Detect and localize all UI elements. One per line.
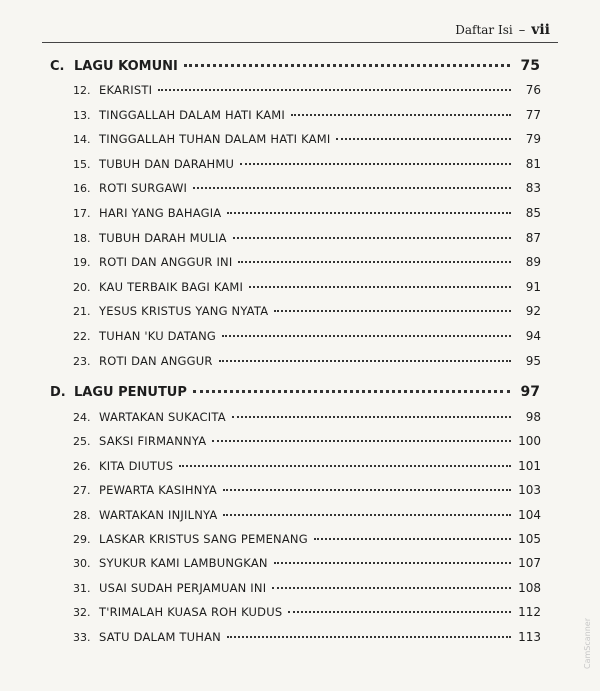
header-rule xyxy=(42,42,558,43)
entry-number: 29. xyxy=(73,533,91,546)
leader-dots xyxy=(238,261,511,263)
entry-page-number: 85 xyxy=(525,206,541,220)
leader-dots xyxy=(158,89,511,91)
entry-number: 31. xyxy=(73,581,91,595)
section-title: LAGU KOMUNI xyxy=(74,59,178,74)
leader-dots xyxy=(274,562,511,564)
toc-entry xyxy=(73,329,541,351)
entry-page-number: 112 xyxy=(518,605,541,620)
entry-number: 14. xyxy=(73,133,91,147)
toc-entry xyxy=(73,354,541,376)
toc-entry xyxy=(73,206,541,228)
section-title: LAGU PENUTUP xyxy=(74,385,187,400)
leader-dots xyxy=(274,310,511,312)
entry-page-number: 108 xyxy=(518,580,541,595)
entry-title: ROTI DAN ANGGUR INI xyxy=(99,255,233,270)
entry-page-number: 87 xyxy=(525,230,541,245)
entry-page-number: 92 xyxy=(525,304,541,319)
entry-number: 30. xyxy=(73,557,91,571)
entry-page-number: 98 xyxy=(525,410,541,424)
entry-number: 32. xyxy=(73,606,91,620)
entry-page-number: 81 xyxy=(525,156,541,171)
entry-title: SYUKUR KAMI LAMBUNGKAN xyxy=(99,556,268,571)
leader-dots xyxy=(233,237,511,239)
entry-number: 33. xyxy=(73,630,91,644)
entry-title: TUHAN 'KU DATANG xyxy=(99,329,217,343)
entry-number: 15. xyxy=(73,157,91,171)
toc-entry xyxy=(73,556,541,578)
entry-title: SAKSI FIRMANNYA xyxy=(99,434,207,449)
entry-page-number: 77 xyxy=(525,107,541,122)
toc-entry xyxy=(73,132,541,154)
leader-dots xyxy=(212,440,511,442)
toc-entry xyxy=(73,181,541,203)
toc-entry xyxy=(73,459,541,481)
entry-page-number: 103 xyxy=(518,483,541,498)
entry-number: 13. xyxy=(73,108,91,122)
entry-number: 21. xyxy=(73,305,91,319)
entry-number: 17. xyxy=(73,207,91,220)
section-letter: D. xyxy=(50,385,66,400)
header-title: Daftar Isi xyxy=(455,23,513,37)
header-separator: – xyxy=(518,23,526,38)
leader-dots xyxy=(288,611,511,613)
entry-page-number: 91 xyxy=(525,279,541,294)
leader-dots xyxy=(249,286,511,288)
leader-dots xyxy=(272,587,511,589)
entry-title: YESUS KRISTUS YANG NYATA xyxy=(99,304,269,319)
header-page-number: vii xyxy=(531,22,550,38)
toc-entry xyxy=(73,483,541,505)
entry-title: TINGGALLAH TUHAN DALAM HATI KAMI xyxy=(99,132,331,147)
entry-title: TUBUH DAN DARAHMU xyxy=(99,156,235,171)
toc-entry xyxy=(73,508,541,530)
leader-dots xyxy=(223,514,511,516)
entry-page-number: 104 xyxy=(518,507,541,522)
toc-entry xyxy=(73,410,541,432)
leader-dots xyxy=(336,138,511,140)
entry-number: 18. xyxy=(73,231,91,245)
entry-number: 19. xyxy=(73,256,91,270)
leader-dots xyxy=(193,187,511,189)
leader-dots xyxy=(227,212,511,214)
toc-entry xyxy=(73,231,541,253)
section-letter: C. xyxy=(50,59,65,74)
leader-dots xyxy=(193,390,510,393)
toc-entry xyxy=(73,532,541,554)
toc-entry xyxy=(73,255,541,277)
entry-page-number: 89 xyxy=(525,255,541,270)
entry-title: HARI YANG BAHAGIA xyxy=(99,206,222,220)
entry-page-number: 105 xyxy=(518,532,541,546)
entry-number: 24. xyxy=(73,411,91,424)
toc-entry xyxy=(73,434,541,456)
entry-page-number: 113 xyxy=(518,629,541,644)
leader-dots xyxy=(232,416,511,418)
entry-page-number: 83 xyxy=(525,181,541,196)
entry-title: PEWARTA KASIHNYA xyxy=(99,483,217,498)
leader-dots xyxy=(291,114,511,116)
scanner-watermark: CamScanner xyxy=(583,618,592,670)
entry-title: WARTAKAN INJILNYA xyxy=(99,507,218,522)
toc-entry xyxy=(73,83,541,105)
entry-number: 25. xyxy=(73,435,91,449)
running-header xyxy=(455,22,550,38)
entry-title: T'RIMALAH KUASA ROH KUDUS xyxy=(99,605,283,620)
entry-number: 12. xyxy=(73,84,91,97)
entry-title: LASKAR KRISTUS SANG PEMENANG xyxy=(99,532,308,546)
entry-number: 22. xyxy=(73,330,91,343)
entry-page-number: 107 xyxy=(518,556,541,571)
section-page-number: 75 xyxy=(520,58,540,74)
entry-number: 28. xyxy=(73,508,91,522)
toc-entry xyxy=(73,280,541,302)
entry-page-number: 95 xyxy=(525,353,541,368)
toc-entry xyxy=(73,581,541,603)
entry-number: 16. xyxy=(73,182,91,196)
entry-page-number: 100 xyxy=(518,434,541,449)
entry-page-number: 76 xyxy=(525,83,541,97)
toc-entry xyxy=(73,304,541,326)
entry-title: WARTAKAN SUKACITA xyxy=(99,410,226,424)
leader-dots xyxy=(179,465,511,467)
toc-entry xyxy=(73,157,541,179)
entry-title: ROTI SURGAWI xyxy=(99,181,188,196)
toc-entry xyxy=(73,630,541,652)
leader-dots xyxy=(184,64,510,67)
leader-dots xyxy=(314,538,511,540)
leader-dots xyxy=(223,489,511,491)
entry-title: TUBUH DARAH MULIA xyxy=(99,230,227,245)
entry-number: 20. xyxy=(73,280,91,294)
entry-page-number: 101 xyxy=(518,458,541,473)
leader-dots xyxy=(219,360,511,362)
entry-title: USAI SUDAH PERJAMUAN INI xyxy=(99,580,267,595)
toc-entry xyxy=(73,605,541,627)
entry-title: ROTI DAN ANGGUR xyxy=(99,353,213,368)
entry-page-number: 79 xyxy=(525,132,541,147)
entry-number: 27. xyxy=(73,484,91,498)
entry-title: KITA DIUTUS xyxy=(99,458,174,473)
leader-dots xyxy=(222,335,511,337)
entry-title: KAU TERBAIK BAGI KAMI xyxy=(99,279,244,294)
entry-number: 26. xyxy=(73,459,91,473)
section-page-number: 97 xyxy=(520,384,540,400)
toc-section xyxy=(50,384,540,406)
toc-section xyxy=(50,58,540,80)
entry-number: 23. xyxy=(73,354,91,368)
entry-title: SATU DALAM TUHAN xyxy=(99,629,221,644)
leader-dots xyxy=(240,163,511,165)
entry-page-number: 94 xyxy=(525,329,541,343)
leader-dots xyxy=(227,636,511,638)
entry-title: TINGGALLAH DALAM HATI KAMI xyxy=(99,107,286,122)
toc-entry xyxy=(73,108,541,130)
entry-title: EKARISTI xyxy=(99,83,153,97)
